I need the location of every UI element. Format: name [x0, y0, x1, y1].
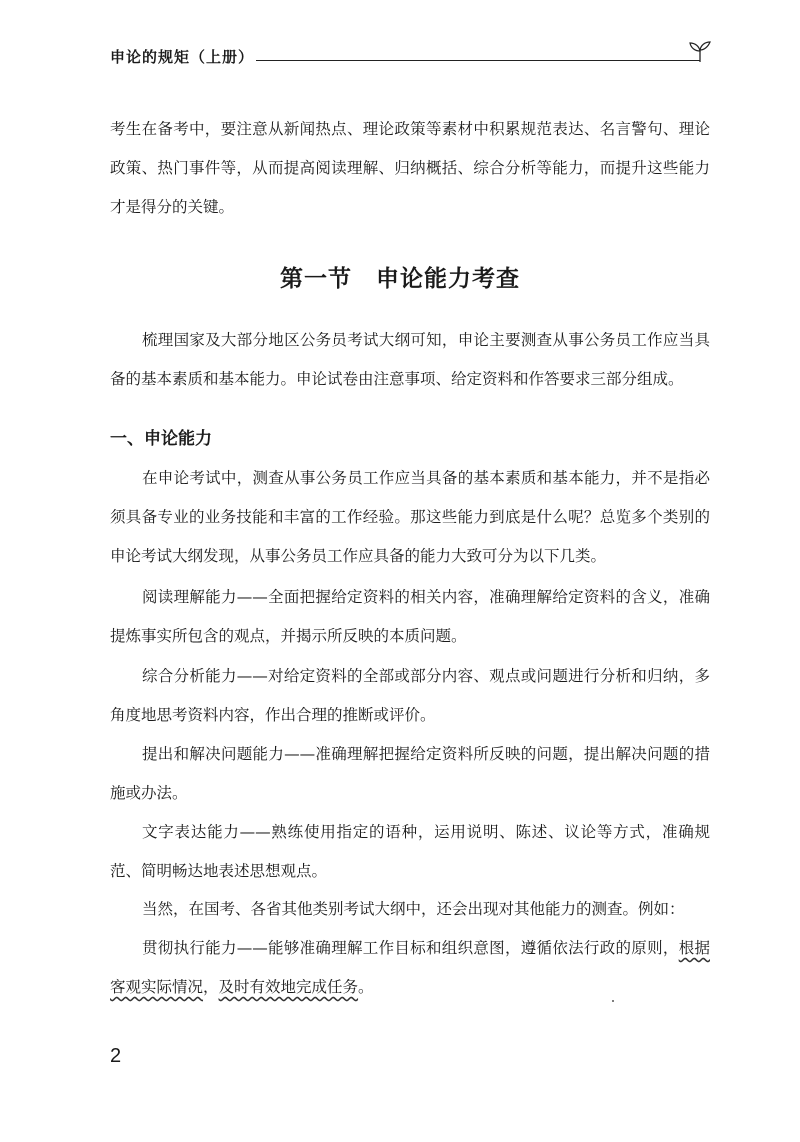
problem-solving-paragraph: 提出和解决问题能力——准确理解把握给定资料所反映的问题，提出解决问题的措施或办法。	[110, 745, 710, 802]
page-number: 2	[110, 1045, 122, 1067]
abilities-intro-paragraph: 在申论考试中，测查从事公务员工作应当具备的基本素质和基本能力，并不是指必须具备专业的业务技能和丰富的工作经验。那这些能力到底是什么呢？总览多个类别的申论考试大纲发现，从事公务员工作应具备的能力大致可分为以下几类。	[110, 469, 710, 565]
running-header	[110, 40, 710, 70]
analysis-ability-paragraph: 综合分析能力——对给定资料的全部或部分内容、观点或问题进行分析和归纳，多角度地思考资料内容，作出合理的推断或评价。	[110, 667, 710, 724]
execution-text: 贯彻执行能力——能够准确理解工作目标和组织意图，遵循依法行政的原则，	[142, 939, 679, 957]
emphasis-underline-1: 根据客观实际情况	[110, 939, 710, 996]
book-title: 申论的规矩（上册）	[110, 48, 255, 66]
intro-paragraph: 考生在备考中，要注意从新闻热点、理论政策等素材中积累规范表达、名言警句、理论政策、热门事件等，从而提高阅读理解、归纳概括、综合分析等能力，而提升这些能力才是得分的关键。	[110, 120, 710, 216]
section-title: 第一节 申论能力考查	[280, 266, 520, 292]
emphasis-underline-2: 及时有效地完成任务	[218, 978, 359, 996]
header-rule	[256, 60, 700, 61]
writing-ability-paragraph: 文字表达能力——熟练使用指定的语种，运用说明、陈述、议论等方式，准确规范、简明畅达地表述思想观点。	[110, 823, 710, 880]
execution-ability-paragraph	[110, 929, 710, 1007]
reading-ability-paragraph: 阅读理解能力——全面把握给定资料的相关内容，准确理解给定资料的含义，准确提炼事实所包含的观点，并揭示所反映的本质问题。	[110, 588, 710, 645]
subsection-heading: 一、申论能力	[110, 429, 212, 449]
scan-speck	[612, 1000, 614, 1002]
other-abilities-paragraph: 当然，在国考、各省其他类别考试大纲中，还会出现对其他能力的测查。例如：	[142, 900, 685, 918]
section-paragraph: 梳理国家及大部分地区公务员考试大纲可知，申论主要测查从事公务员工作应当具备的基本素质和基本能力。申论试卷由注意事项、给定资料和作答要求三部分组成。	[110, 331, 710, 388]
period: 。	[358, 978, 374, 996]
sprout-icon	[687, 40, 713, 64]
comma: ，	[203, 978, 219, 996]
